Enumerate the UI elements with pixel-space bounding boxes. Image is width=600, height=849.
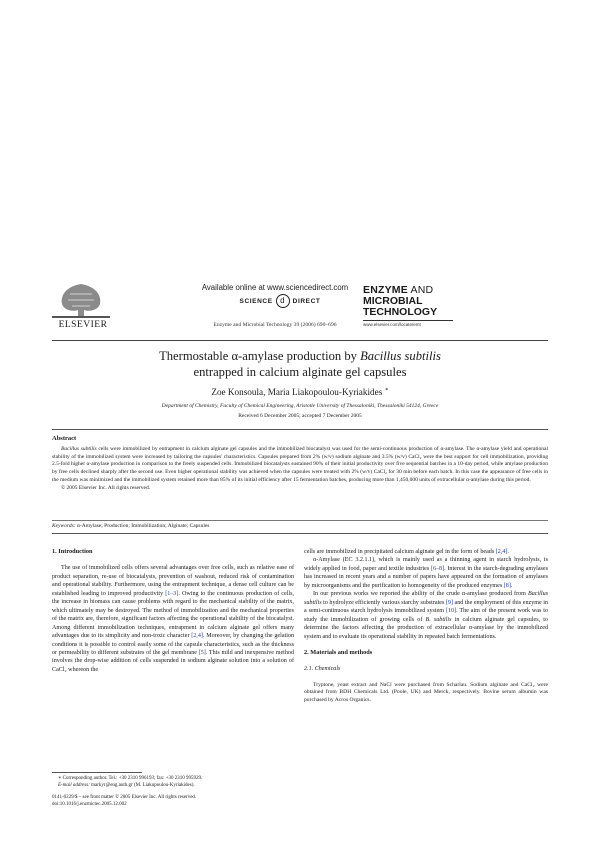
corresponding-mark: ∗: [384, 387, 389, 393]
p3-text-a: In our previous works we reported the ability of the crude α-amylase produced from: [313, 591, 529, 598]
abstract-copyright: © 2005 Elsevier Inc. All rights reserved.: [61, 484, 151, 491]
title-species: Bacillus subtilis: [360, 349, 441, 363]
section-heading-materials: 2. Materials and methods: [304, 648, 373, 656]
intro-paragraph-2: [304, 556, 548, 590]
received-dates: Received 6 December 2005; accepted 7 December 2005: [238, 413, 362, 419]
title-part2: entrapped in calcium alginate gel capsules: [193, 364, 407, 379]
intro-text-b: . Owing to the continuous production of cells, the increase in biomass can cause problems with regard to the mechanical stability of the matrix, which ultimately may be destroyed. The method of immobilization and the mechanical properties of the matrix are, therefore, significant factors affecting the operational stability of the biocatalyst. Among different immobilization techniques, entrapment in calcium alginate gel offers many advantages due to its simplicity and non-toxic character: [52, 590, 294, 640]
abstract-bottom-rule: [52, 533, 548, 534]
citation-link[interactable]: [5]: [198, 649, 206, 656]
footnote-rule: [52, 772, 142, 773]
chemicals-paragraph: Tryptone, yeast extract and NaCl were purchased from Scharlau. Sodium alginate and CaCl₂ were obtained from BDH Chemicals Ltd. (Poole, UK) and Merck, respectively. Bovine serum albumin was purchased by Acros Organics.: [304, 681, 548, 704]
author-list: [60, 386, 540, 397]
title-rule: [52, 429, 548, 430]
p3-text-c: and the employment of this enzyme in a semi-continuous starch hydrolysis immobilized system: [304, 599, 548, 615]
doi-line[interactable]: doi:10.1016/j.enzmictec.2005.12.002: [52, 801, 127, 807]
section-heading-introduction: 1. Introduction: [52, 548, 93, 555]
abstract-body: [52, 446, 548, 492]
corresponding-author-note: ∗ Corresponding author. Tel.: +30 2310 996193; fax: +30 2310 995929.: [58, 776, 203, 781]
issn-line: 0141-0229/$ – see front matter © 2005 Elsevier Inc. All rights reserved.: [52, 795, 197, 800]
keywords-rule: [52, 520, 548, 521]
subsection-heading-chemicals: 2.1. Chemicals: [304, 666, 341, 673]
available-online-text: Available online at www.sciencedirect.com: [201, 283, 349, 292]
sciencedirect-logo: [185, 293, 375, 309]
abstract-species: Bacillus subtilis: [61, 446, 97, 452]
citation-link[interactable]: [9]: [445, 599, 454, 606]
intro-text-c: . Moreover, by changing the gelation conditions it is possible to control easily some of the capsule characteristics, such as the thickness or permeability to different substrates of the gel membrane: [52, 633, 295, 656]
intro-text-a: The use of immobilized cells offers several advantages over free cells, such as relative ease of product separation, re-use of biocatalysts, prevention of washout, reduced risk of contamination and operational stability. Furthermore, using the entrapment technique, a dense cell culture can be established leading to improved productivity: [52, 565, 294, 597]
p2-text-c: .: [510, 582, 513, 589]
abstract-text: cells were immobilized by entrapment in calcium alginate gel capsules and the immobilized biocatalyst was used for the semi-continuous production of α-amylase. The α-amylase yield and operational stability of the immobilized system were increased by tailoring the capsules' characteristics. Capsules prepared from 2% (w/v) sodium alginate and 3.5% (w/v) CaCl₂ were the best support for cell immobilization, providing 2.5-fold higher α-amylase production in comparison to the freely suspended cells. Immobilized biocatalysts sustained 90% of their initial productivity over five sequential batches in a 10-day period, while amylase production by free cells declined sharply after the second use. Even higher operational stability was achieved when the capsules were treated with 2% (w/v) CaCl₂ for 30 min before each batch. In this case the appearance of free cells in the medium was minimized and the immobilized system retained more than 85% of its initial efficiency after 15 fermentation batches, producing more than 1,450,000 units of extracellular α-amylase during this period.: [52, 446, 548, 483]
p3-species-2: B. subtilis: [425, 616, 452, 623]
title-part1: Thermostable α-amylase production by: [159, 349, 361, 363]
intro-paragraph-3: [304, 590, 548, 641]
intro-paragraph-continued: [304, 548, 548, 556]
intro-cont-text: cells are immobilized in precipitated calcium alginate gel in the form of beads: [304, 549, 496, 555]
p3-species: Bacillus subtilis: [304, 591, 548, 606]
authors-names: Zoe Konsoula, Maria Liakopoulou-Kyriakides: [211, 387, 385, 398]
intro-paragraph-1: [52, 564, 294, 674]
abstract-heading: Abstract: [52, 435, 77, 442]
p3-text-d: . The aim of the present work was to study the immobilization of growing cells of: [304, 608, 548, 623]
citation-link[interactable]: [2,4]: [495, 549, 508, 555]
journal-logo-and: AND: [407, 284, 434, 296]
body-right-column: [304, 548, 548, 705]
email-note: [52, 783, 294, 790]
email-address[interactable]: markyr@eng.auth.gr (M. Liakopoulou-Kyriakides).: [89, 782, 195, 788]
journal-logo-url: www.elsevier.com/locate/emt: [363, 320, 453, 327]
abstract-paragraph: [52, 446, 548, 485]
p2-text-b: . Interest in the starch-degrading amylases has increased in recent years and a number of papers have appeared on the formation of amylases by microorganisms and the purification to homogeneity of the produced enzymes: [304, 565, 548, 589]
journal-logo-line3: TECHNOLOGY: [363, 306, 438, 318]
citation-link[interactable]: [10]: [445, 608, 457, 615]
sciencedirect-at-icon: d: [276, 294, 290, 308]
citation-link[interactable]: [8]: [503, 582, 511, 589]
affiliation: Department of Chemistry, Faculty of Chemical Engineering, Aristotle University of Thessaloniki, Thessaloniki 54124, Greece: [161, 403, 439, 409]
intro-text-d: . This mild and inexpensive method involves the drop-wise addition of cells suspended in sodium alginate solution into a solution of CaCl₂ whereon the: [52, 649, 294, 673]
citation-link[interactable]: [6–8]: [430, 565, 445, 572]
journal-reference: Enzyme and Microbial Technology 39 (2006) 690–696: [213, 322, 337, 328]
publisher-name: ELSEVIER: [58, 320, 108, 330]
citation-link[interactable]: [2,4]: [191, 633, 203, 640]
p3-text-e: in calcium alginate gel capsules, to determine the factors affecting the production of extracellular α-amylase by the immobilized system and to evaluate its operational stability in repeated batch fermentations.: [304, 616, 548, 640]
journal-logo-line2: MICROBIAL: [363, 295, 423, 307]
intro-cont-end: .: [507, 549, 509, 555]
p2-text-a: α-Amylase (EC 3.2.1.1), which is mainly used as a thinning agent in starch hydrolysis, is widely applied in food, paper and textile industries: [304, 557, 548, 572]
citation-link[interactable]: [1–3]: [165, 590, 179, 597]
p3-text-b: to hydrolyze efficiently various starchy substrates: [321, 599, 446, 606]
sciencedirect-left: SCIENCE: [239, 297, 273, 305]
keywords: [52, 523, 548, 529]
header-rule: [52, 340, 548, 341]
journal-logo-line1: ENZYME: [363, 284, 408, 296]
journal-logo: [363, 285, 453, 335]
keywords-list: α-Amylase; Production; Immobilization; Alginate; Capsules: [75, 523, 210, 529]
email-label: E-mail address:: [58, 782, 90, 788]
footnotes: [52, 776, 294, 789]
front-matter-info: [52, 795, 294, 808]
article-title: [60, 349, 540, 380]
keywords-label: Keywords:: [52, 523, 76, 529]
body-left-column: [52, 548, 294, 674]
sciencedirect-right: DIRECT: [292, 297, 321, 305]
